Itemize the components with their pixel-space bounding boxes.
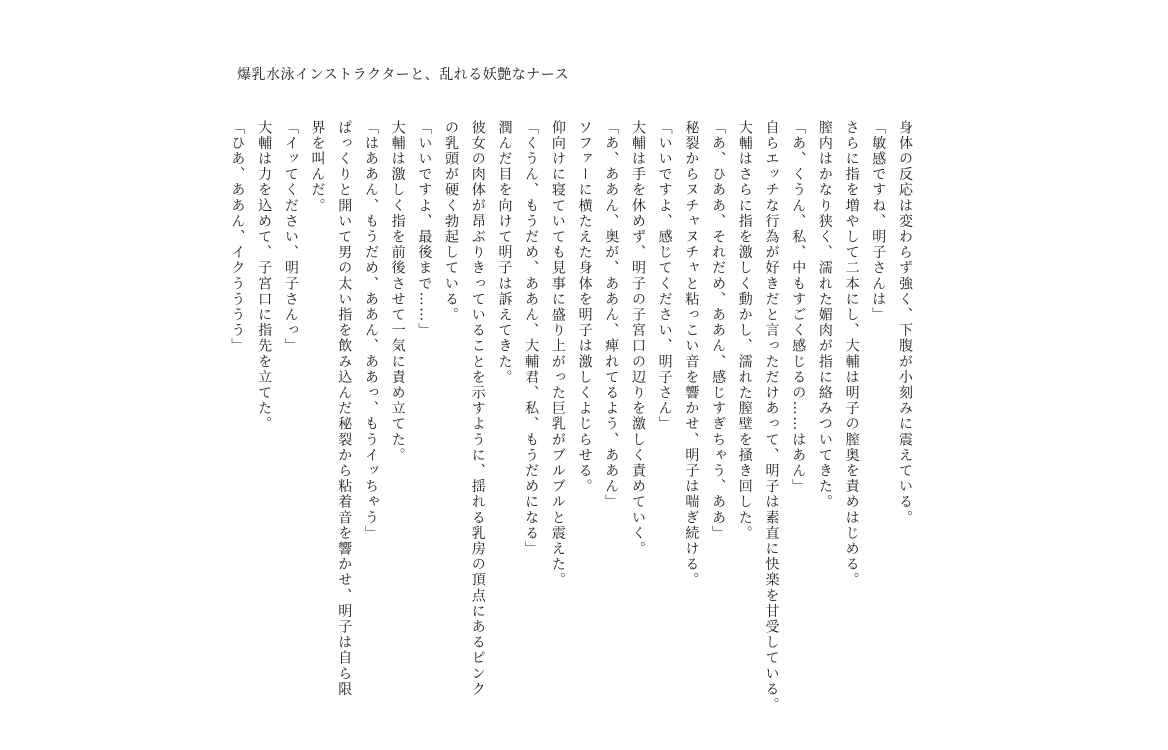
text-line: 仰向けに寝ていても見事に盛り上がった巨乳がブルブルと震えた。 bbox=[549, 120, 566, 588]
text-line: 「くうん、もうだめ、ああん、大輔君、私、もうだめになる」 bbox=[523, 120, 540, 557]
text-line: 大輔は手を休めず、明子の子宮口の辺りを激しく責めていく。 bbox=[629, 120, 646, 557]
text-line: 「あ、くうん、私、中もすごく感じるの……はあん」 bbox=[790, 120, 807, 495]
text-line: 自らエッチな行為が好きだと言っただけあって、明子は素直に快楽を甘受している。 bbox=[763, 120, 780, 713]
text-line: さらに指を増やして二本にし、大輔は明子の膣奥を責めはじめる。 bbox=[843, 120, 860, 588]
text-line: 「敏感ですね、明子さんは」 bbox=[870, 120, 887, 323]
text-line: ソファーに横たえた身体を明子は激しくよじらせる。 bbox=[576, 120, 593, 495]
text-line: 身体の反応は変わらず強く、下腹が小刻みに震えている。 bbox=[897, 120, 913, 526]
text-line: 潤んだ目を向けて明子は訴えてきた。 bbox=[496, 120, 513, 386]
text-line: 「あ、ひああ、それだめ、ああん、感じすぎちゃう、ああ」 bbox=[710, 120, 727, 542]
text-line: 「いいですよ、感じてください、明子さん」 bbox=[656, 120, 673, 432]
text-line: 膣内はかなり狭く、濡れた媚肉が指に絡みついてきた。 bbox=[816, 120, 833, 510]
text-line: 「いいですよ、最後まで……」 bbox=[416, 120, 433, 339]
text-line: 大輔はさらに指を激しく動かし、濡れた膣壁を掻き回した。 bbox=[736, 120, 753, 542]
text-line: 秘裂からヌチャヌチャと粘っこい音を響かせ、明子は喘ぎ続ける。 bbox=[683, 120, 700, 588]
text-line: 大輔は力を込めて、子宮口に指先を立てた。 bbox=[256, 120, 273, 432]
text-line: 「イッてください、明子さんっ」 bbox=[282, 120, 299, 354]
text-line: 彼女の肉体が昂ぶりきっていることを示すように、揺れる乳房の頂点にあるピンク bbox=[469, 120, 486, 698]
text-line: の乳頭が硬く勃起している。 bbox=[443, 120, 460, 323]
text-line: 界を叫んだ。 bbox=[309, 120, 326, 214]
text-line: ぱっくりと開いて男の太い指を飲み込んだ秘裂から粘着音を響かせ、明子は自ら限 bbox=[336, 120, 353, 698]
text-line: 大輔は激しく指を前後させて一気に責め立てた。 bbox=[389, 120, 406, 464]
text-line: 「はああん、もうだめ、ああん、ああっ、もうイッちゃう」 bbox=[362, 120, 379, 542]
text-line: 「ひあ、ああん、イクうううう」 bbox=[229, 120, 246, 354]
text-line: 「あ、ああん、奥が、ああん、痺れてるよう、ああん」 bbox=[603, 120, 620, 510]
page-title: 爆乳水泳インストラクターと、乱れる妖艶なナース bbox=[237, 67, 570, 83]
vertical-text-body bbox=[224, 120, 918, 720]
